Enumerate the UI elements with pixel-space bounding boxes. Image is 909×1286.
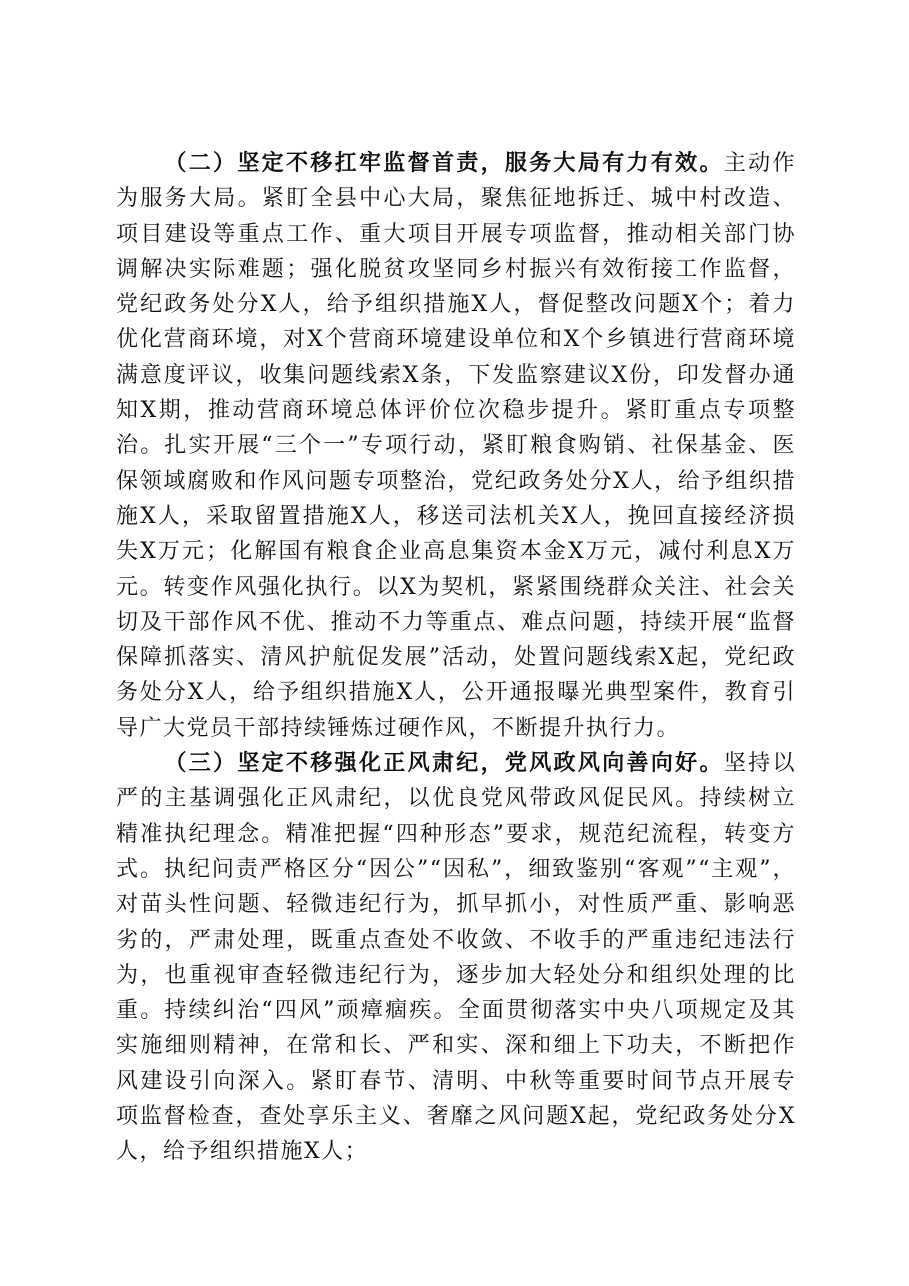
paragraph-text: 坚持以严的主基调强化正风肃纪，以优良党风带政风促民风。持续树立精准执纪理念。精准把握“四种形态”要求，规范纪流程，转变方式。执纪问责严格区分“因公”“因私”，细致鉴别“客观”“主观”，对苗头性问题、轻微违纪行为，抓早抓小，对性质严重、影响恶劣的，严肃处理，既重点查处不收敛、不收手的严重违纪违法行为，也重视审查轻微违纪行为，逐步加大轻处分和组织处理的比重。持续纠治“四风”顽瘴痼疾。全面贯彻落实中央八项规定及其实施细则精神，在常和长、严和实、深和细上下功夫，不断把作风建设引向深入。紧盯春节、清明、中秋等重要时间节点开展专项监督检查，查处享乐主义、奢靡之风问题X起，党纪政务处分X人，给予组织措施X人；: [116, 751, 796, 1165]
paragraph-section-3: [116, 746, 796, 1170]
paragraph-section-2: [116, 146, 796, 746]
document-body: [116, 146, 796, 1170]
paragraph-text: 主动作为服务大局。紧盯全县中心大局，聚焦征地拆迁、城中村改造、项目建设等重点工作、重大项目开展专项监督，推动相关部门协调解决实际难题；强化脱贫攻坚同乡村振兴有效衔接工作监督，党纪政务处分X人，给予组织措施X人，督促整改问题X个；着力优化营商环境，对X个营商环境建设单位和X个乡镇进行营商环境满意度评议，收集问题线索X条，下发监察建议X份，印发督办通知X期，推动营商环境总体评价位次稳步提升。紧盯重点专项整治。扎实开展“三个一”专项行动，紧盯粮食购销、社保基金、医保领域腐败和作风问题专项整治，党纪政务处分X人，给予组织措施X人，采取留置措施X人，移送司法机关X人，挽回直接经济损失X万元；化解国有粮食企业高息集资本金X万元，减付利息X万元。转变作风强化执行。以X为契机，紧紧围绕群众关注、社会关切及干部作风不优、推动不力等重点、难点问题，持续开展“监督保障抓落实、清风护航促发展”活动，处置问题线索X起，党纪政务处分X人，给予组织措施X人，公开通报曝光典型案件，教育引导广大党员干部持续锤炼过硬作风，不断提升执行力。: [116, 151, 796, 741]
section-heading: （三）坚定不移强化正风肃纪，党风政风向善向好。: [164, 751, 724, 777]
section-heading: （二）坚定不移扛牢监督首责，服务大局有力有效。: [164, 151, 724, 176]
